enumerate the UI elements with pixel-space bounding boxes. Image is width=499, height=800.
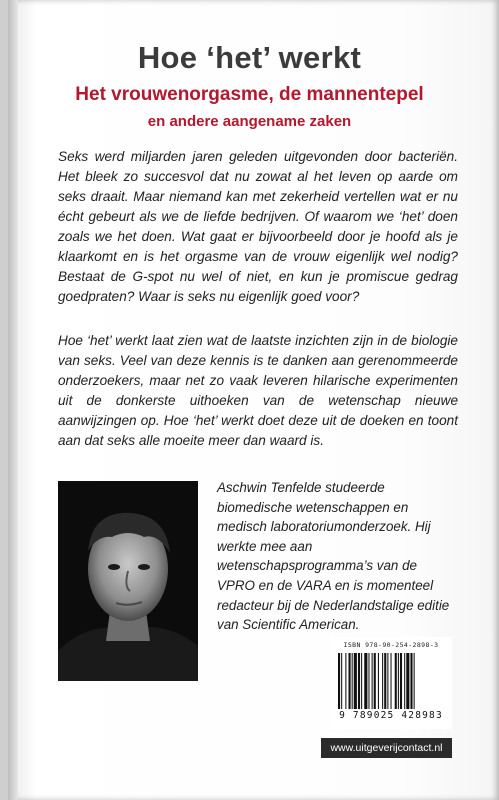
author-bio: Aschwin Tenfelde studeerde biomedische wetenschappen en medisch laboratoriumonderzoek. Hij werkte mee aan wetenschapsprogramma’s van de VPRO en de VARA en is momenteel redacteur bij de Nederlandstalige editie van Scientific American.: [217, 480, 450, 633]
barcode-bars: [336, 653, 446, 709]
publisher-url: www.uitgeverijcontact.nl: [321, 738, 452, 758]
barcode-digits: 9 789025 428983: [339, 710, 443, 721]
isbn-barcode: [330, 637, 452, 729]
book-subtitle: Het vrouwenorgasme, de mannentepel: [75, 84, 424, 105]
book-title: Hoe ‘het’ werkt: [137, 40, 362, 75]
book-subtitle-line2: en andere aangename zaken: [147, 113, 352, 130]
blurb-paragraph-1: Seks werd miljarden jaren geleden uitgevonden door bacteriën. Het bleek zo succesvol dat nu zowat al het leven op aarde om seks draait. Maar niemand kan met zekerheid vertellen wat er nu écht gebeurt als we de liefde bedrijven. Of waarom we ‘het’ doen zoals we het doen. Wat gaat er bijvoorbeeld door je hoofd als je klaarkomt en is het orgasme van de vrouw eigenlijk wel nodig? Bestaat de G-spot nu wel of niet, en kun je promiscue gedrag goedpraten? Waar is seks nu eigenlijk goed voor?: [58, 149, 458, 304]
isbn-label: ISBN 978-90-254-2898-3: [343, 641, 439, 649]
blurb-paragraph-2: Hoe ‘het’ werkt laat zien wat de laatste inzichten zijn in de biologie van seks. Veel van deze kennis is te danken aan gerenommeerde onderzoekers, maar net zo vaak leveren hilarische experimenten uit de donkerste uithoeken van de wetenschap nieuwe aanwijzingen op. Hoe ‘het’ werkt doet deze uit de doeken en toont aan dat seks alle moeite meer dan waard is.: [58, 333, 458, 448]
author-photo: [58, 481, 198, 681]
